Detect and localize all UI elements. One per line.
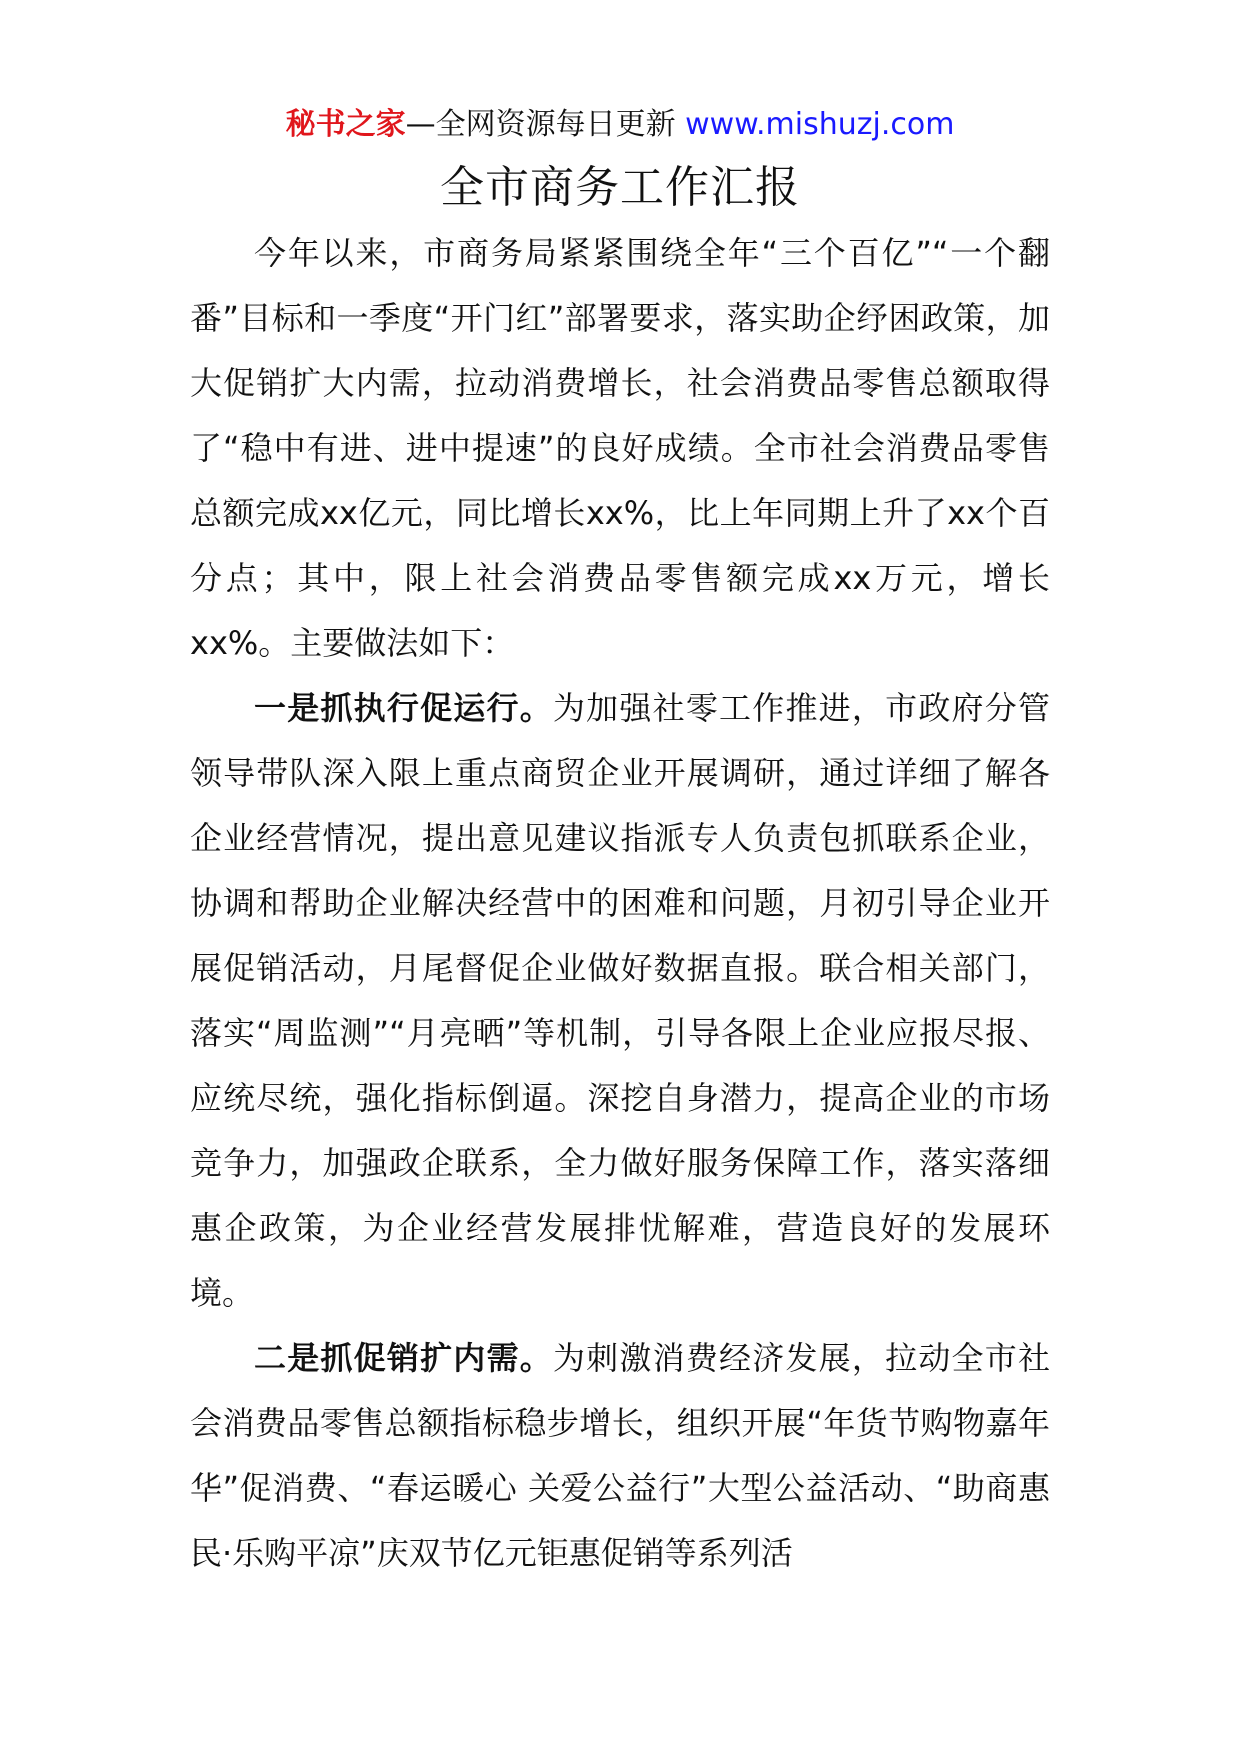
brand-name: 秘书之家 <box>285 107 406 142</box>
paragraph-intro <box>190 221 1050 676</box>
header-tagline: —全网资源每日更新 <box>405 107 686 142</box>
document-title: 全市商务工作汇报 <box>440 162 800 213</box>
paragraph-text: 为加强社零工作推进，市政府分管领导带队深入限上重点商贸企业开展调研，通过详细了解各企业经营情况，提出意见建议指派专人负责包抓联系企业，协调和帮助企业解决经营中的困难和问题，月初引导企业开展促销活动，月尾督促企业做好数据直报。联合相关部门，落实“周监测”“月亮晒”等机制，引导各限上企业应报尽报、应统尽统，强化指标倒逼。深挖自身潜力，提高企业的市场竞争力，加强政企联系，全力做好服务保障工作，落实落细惠企政策，为企业经营发展排忧解难，营造良好的发展环境。 <box>190 689 1050 1312</box>
paragraph-section-1 <box>190 676 1050 1326</box>
site-url-link[interactable]: www.mishuzj.com <box>685 107 955 142</box>
paragraph-section-2 <box>190 1326 1050 1586</box>
paragraph-lead: 一是抓执行促运行。 <box>254 689 553 727</box>
paragraph-lead: 二是抓促销扩内需。 <box>254 1339 553 1377</box>
site-header <box>160 95 1080 155</box>
paragraph-text: 为刺激消费经济发展，拉动全市社会消费品零售总额指标稳步增长，组织开展“年货节购物嘉年华”促消费、“春运暖心 关爱公益行”大型公益活动、“助商惠民·乐购平凉”庆双节亿元钜惠促销等系列活 <box>190 1339 1050 1572</box>
paragraph-text: 今年以来，市商务局紧紧围绕全年“三个百亿”“一个翻番”目标和一季度“开门红”部署要求，落实助企纾困政策，加大促销扩大内需，拉动消费增长，社会消费品零售总额取得了“稳中有进、进中提速”的良好成绩。全市社会消费品零售总额完成xx亿元，同比增长xx%，比上年同期上升了xx个百分点；其中，限上社会消费品零售额完成xx万元，增长xx%。主要做法如下： <box>190 234 1050 662</box>
